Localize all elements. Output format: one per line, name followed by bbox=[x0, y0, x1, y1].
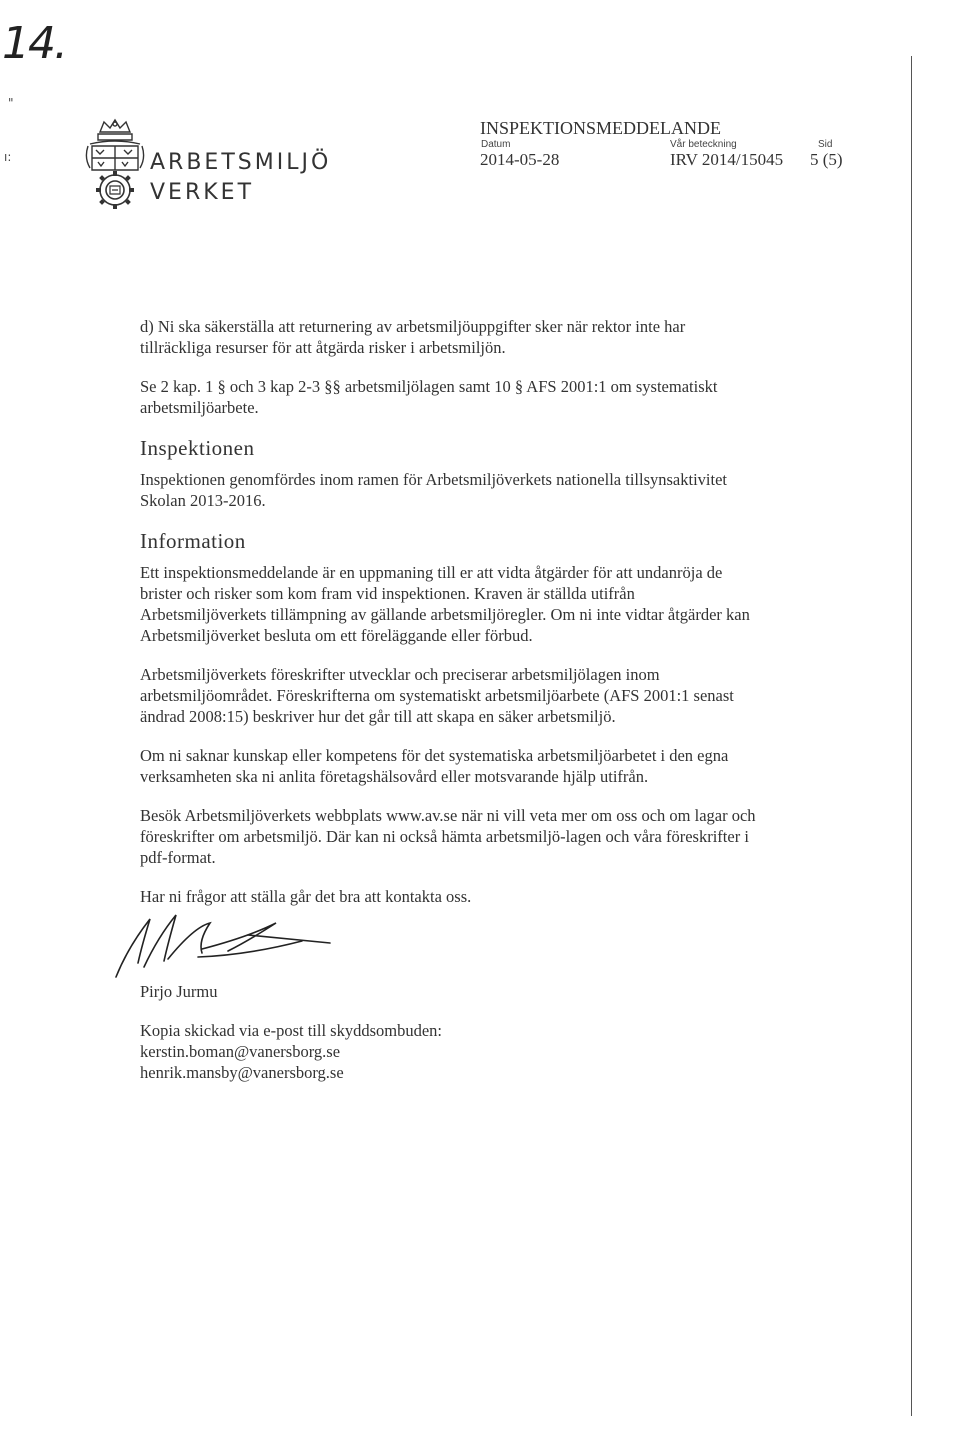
copy-recipient-email: kerstin.boman@vanersborg.se bbox=[140, 1042, 341, 1061]
inspection-heading: Inspektionen bbox=[140, 436, 255, 460]
handwritten-page-number: 14. bbox=[2, 18, 66, 69]
requirement-d: d) Ni ska säkerställa att returnering av arbetsmiljöuppgifter sker när rektor inte har tillräckliga resurser för att åtgärda risker i arbetsmiljön. bbox=[140, 317, 686, 357]
right-margin-line bbox=[911, 56, 912, 1416]
signature-area bbox=[140, 919, 760, 979]
org-name bbox=[150, 148, 331, 208]
copy-heading: Kopia skickad via e-post till skyddsombuden: bbox=[140, 1021, 443, 1040]
information-paragraph-4: Besök Arbetsmiljöverkets webbplats www.av.se när ni vill veta mer om oss och om lagar och föreskrifter om arbetsmiljö. Där kan ni också hämta arbetsmiljö-lagen och våra föreskrifter i pdf-format. bbox=[140, 806, 756, 867]
copy-recipient-email: henrik.mansby@vanersborg.se bbox=[140, 1063, 344, 1082]
org-name-line1: ARBETSMILJÖ bbox=[150, 150, 332, 175]
information-paragraph-2: Arbetsmiljöverkets föreskrifter utvecklar och preciserar arbetsmiljölagen inom arbetsmiljöområdet. Föreskrifterna om systematiskt arbetsmiljöarbete (AFS 2001:1 senast ändrad 2008:15) beskriver hur det går till att skapa en säker arbetsmiljö. bbox=[140, 665, 734, 726]
reference-label: Vår beteckning bbox=[670, 139, 737, 150]
reference-value: IRV 2014/15045 bbox=[670, 150, 784, 169]
information-paragraph-3: Om ni saknar kunskap eller kompetens för det systematiska arbetsmiljöarbetet i den egna verksamheten ska ni anlita företagshälsovård eller motsvarande hjälp utifrån. bbox=[140, 746, 729, 786]
inspection-text: Inspektionen genomfördes inom ramen för Arbetsmiljöverkets nationella tillsynsaktivitet Skolan 2013-2016. bbox=[140, 470, 727, 510]
signer-name: Pirjo Jurmu bbox=[140, 982, 218, 1001]
closing-line: Har ni frågor att ställa går det bra att kontakta oss. bbox=[140, 887, 472, 906]
org-name-line2: VERKET bbox=[150, 180, 255, 205]
information-paragraph-1: Ett inspektionsmeddelande är en uppmaning till er att vidta åtgärder för att undanröja de brister och risker som kom fram vid inspektionen. Kraven är ställda utifrån Arbetsmiljöverkets tillämpning av gällande arbetsmiljöregler. Om ni inte vidtar åtgärder kan Arbetsmiljöverket besluta om ett föreläggande eller förbud. bbox=[140, 563, 750, 645]
margin-mark-middle: ı: bbox=[4, 150, 12, 164]
copy-distribution bbox=[140, 1020, 760, 1083]
information-heading: Information bbox=[140, 529, 246, 553]
date-value: 2014-05-28 bbox=[480, 150, 560, 169]
inspection-section bbox=[140, 436, 760, 511]
legal-reference: Se 2 kap. 1 § och 3 kap 2-3 §§ arbetsmiljölagen samt 10 § AFS 2001:1 om systematiskt arbetsmiljöarbete. bbox=[140, 377, 718, 417]
margin-mark-top: " bbox=[8, 96, 14, 110]
handwritten-signature bbox=[98, 897, 358, 987]
information-section bbox=[140, 529, 760, 868]
date-label: Datum bbox=[481, 139, 511, 150]
agency-logo bbox=[80, 118, 150, 210]
document-body bbox=[140, 316, 760, 1083]
page-value: 5 (5) bbox=[810, 150, 843, 169]
document-type: INSPEKTIONSMEDDELANDE bbox=[480, 118, 721, 138]
page-label: Sid bbox=[818, 139, 833, 150]
